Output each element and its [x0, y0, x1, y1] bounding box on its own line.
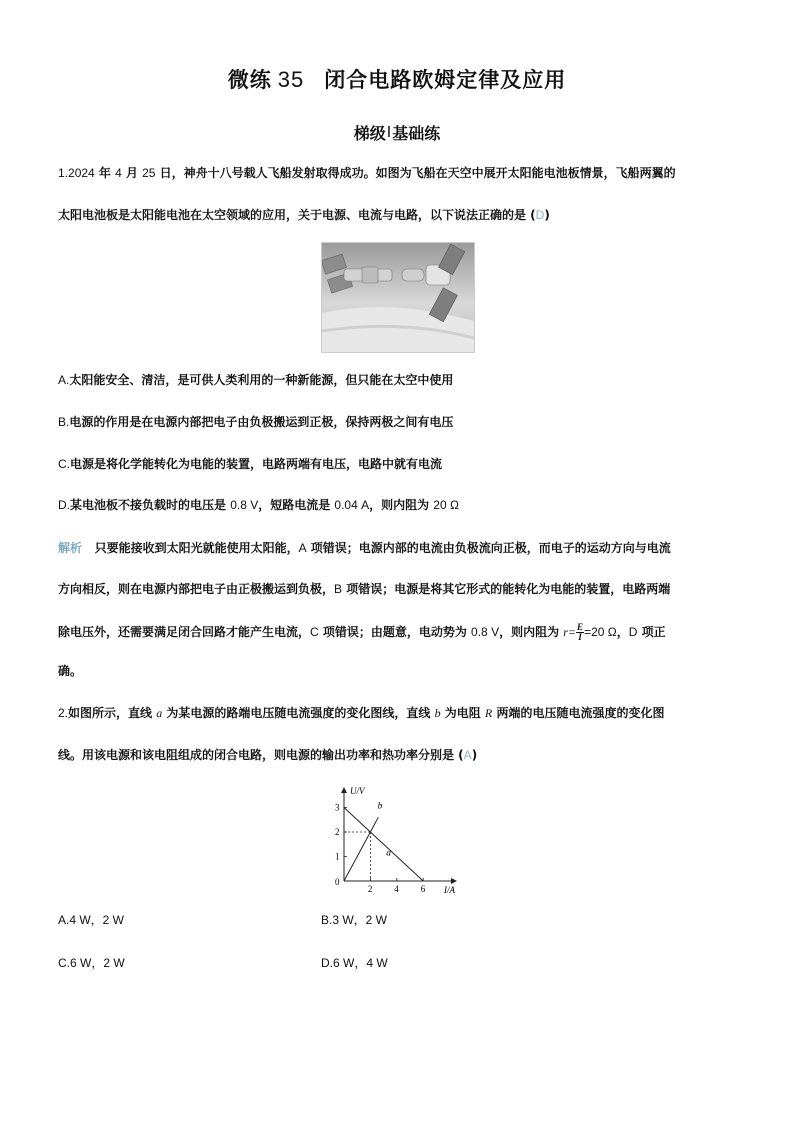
analysis-line-1 [58, 541, 671, 555]
q2-text: 为电阻 [440, 706, 485, 720]
section-subtitle [0, 121, 794, 144]
option-value: 20 Ω [433, 498, 459, 512]
title-main: 闭合电路欧姆定律及应用 [324, 68, 567, 92]
q2-line-2 [58, 748, 477, 762]
option-text: 电源的作用是在电源内部把电子由负极搬运到正极，保持两极之间有电压 [69, 415, 454, 429]
analysis-option: A [298, 541, 307, 555]
subtitle-right: 基础练 [392, 124, 441, 143]
analysis-option: C [310, 625, 319, 639]
title-number: 35 [277, 67, 305, 92]
title-prefix: 微练 [227, 68, 272, 92]
q2-text: 为某电源的路端电压随电流强度的变化图线，直线 [162, 706, 435, 720]
q1-day: 25 [142, 166, 156, 180]
analysis-text: 项错误；由题意，电动势为 [318, 625, 472, 639]
subtitle-separator: Ⅰ [386, 123, 392, 141]
analysis-text: ， [616, 625, 629, 639]
option-text: ，短路电流是 [258, 498, 335, 512]
option-text: 太阳能安全、清洁，是可供人类利用的一种新能源，但只能在太空中使用 [69, 373, 454, 387]
q1-option-c [58, 457, 442, 471]
q1-line-2 [58, 208, 550, 222]
q1-text: 年 [94, 166, 116, 180]
series-label-a: a [386, 848, 391, 859]
series-line-b [344, 817, 378, 881]
q1-year: 2024 [68, 166, 95, 180]
q2-text: 线。用该电源和该电阻组成的闭合电路，则电源的输出功率和热功率分别是 ( [58, 748, 464, 762]
analysis-text: 项错误；电源内部的电流由负极流向正极，而电子的运动方向与电流 [306, 541, 671, 555]
option-key: B. [58, 415, 70, 429]
option-text: 某电池板不接负载时的电压是 [70, 498, 231, 512]
analysis-value: 0.8 V [471, 625, 500, 639]
q2-answer: A [463, 748, 472, 762]
analysis-line-4 [58, 664, 82, 678]
chart-svg [324, 782, 474, 897]
resistor-symbol: R [484, 706, 493, 720]
fraction-numerator: E [577, 622, 584, 632]
q2-number: 2. [58, 706, 69, 720]
analysis-text: 只要能接收到太阳光就能使用太阳能， [94, 541, 299, 555]
subtitle-left: 梯级 [353, 124, 386, 143]
analysis-text: 方向相反，则在电源内部把电子由正极搬运到负极， [58, 582, 335, 596]
line-a-symbol: a [156, 706, 163, 720]
u-i-graph [324, 782, 474, 897]
q2-option-d: D.6 W，4 W [321, 956, 388, 970]
y-axis-label: U/V [350, 786, 365, 796]
y-tick-label: 3 [335, 802, 340, 813]
line-b-symbol: b [434, 706, 441, 720]
page-title [0, 64, 794, 94]
q1-option-b [58, 415, 453, 429]
analysis-option: D [628, 625, 638, 639]
option-value: 0.8 V [230, 498, 259, 512]
formula-lhs: r= [563, 625, 577, 639]
option-text: ，则内阻为 [369, 498, 434, 512]
fraction-denominator: I [578, 632, 582, 642]
q2-option-c: C.6 W，2 W [58, 956, 125, 970]
analysis-text: 确。 [58, 664, 83, 678]
q1-option-a [58, 373, 453, 387]
q2-text: 如图所示，直线 [68, 706, 157, 720]
analysis-label: 解析 [58, 541, 83, 555]
y-tick-label: 2 [335, 827, 340, 837]
q1-month: 4 [115, 166, 122, 180]
x-tick-label: 4 [394, 884, 399, 894]
q2-option-a: A.4 W，2 W [58, 913, 125, 927]
analysis-option: B [334, 582, 343, 596]
analysis-text: 项正 [637, 625, 666, 639]
x-tick-label: 6 [420, 884, 426, 894]
analysis-value: =20 Ω [584, 625, 617, 639]
q1-text: 太阳电池板是太阳能电池在太空领域的应用，关于电源、电流与电路，以下说法正确的是 ( [58, 208, 536, 222]
option-key: C. [58, 457, 70, 471]
formula-fraction [576, 623, 584, 642]
q2-paren: ) [471, 748, 478, 762]
q2-line-1 [58, 706, 664, 720]
option-key: A. [58, 373, 70, 387]
analysis-text: ，则内阻为 [499, 625, 564, 639]
analysis-line-2 [58, 582, 670, 596]
analysis-text: 项错误；电源是将其它形式的能转化为电能的装置，电路两端 [342, 582, 671, 596]
q1-line-1 [58, 166, 676, 180]
analysis-line-3 [58, 623, 666, 642]
x-tick-label: 2 [367, 884, 373, 894]
option-value: 0.04 A [334, 498, 370, 512]
q1-option-d [58, 498, 459, 512]
q1-text: 日，神舟十八号载人飞船发射取得成功。如图为飞船在天空中展开太阳能电池板情景，飞船两翼的 [155, 166, 676, 180]
q1-number: 1. [58, 166, 69, 180]
series-label-b: b [377, 801, 383, 812]
option-key: D. [58, 498, 70, 512]
analysis-text: 除电压外，还需要满足闭合回路才能产生电流， [58, 625, 311, 639]
q1-text: 月 [121, 166, 143, 180]
q1-paren: ) [544, 208, 550, 222]
origin-label: 0 [335, 877, 340, 887]
series-line-a [344, 808, 423, 882]
x-axis-label: I/A [444, 885, 455, 895]
spacecraft-photo [321, 242, 475, 353]
q1-answer: D [535, 208, 545, 222]
q2-option-b: B.3 W，2 W [321, 913, 388, 927]
y-tick-label: 1 [335, 851, 340, 862]
option-text: 电源是将化学能转化为电能的装置，电路两端有电压，电路中就有电流 [70, 457, 443, 471]
q2-text: 两端的电压随电流强度的变化图 [492, 706, 665, 720]
